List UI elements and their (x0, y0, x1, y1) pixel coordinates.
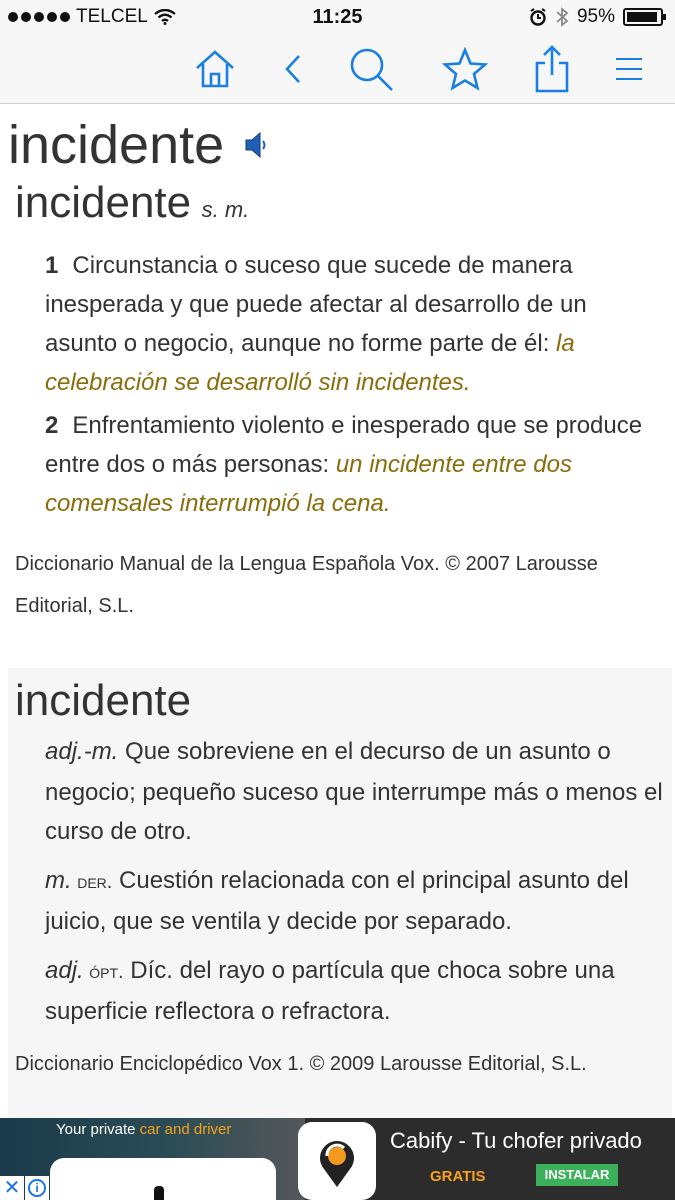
definition-category: m. (45, 867, 72, 894)
page-title (8, 114, 270, 176)
back-icon (281, 51, 305, 87)
entry-lemma: incidente (15, 676, 192, 725)
battery-icon (623, 8, 663, 26)
definition-number: 2 (45, 412, 59, 439)
definition-text: Enfrentamiento violento e inesperado que se produce entre dos o más personas: (45, 412, 643, 478)
share-button[interactable] (527, 44, 577, 94)
definition-text: Cuestión relacionada con el principal asunto del juicio, que se ventila y decide por separado. (45, 867, 629, 935)
ad-banner[interactable] (0, 1118, 675, 1200)
search-icon (347, 45, 395, 93)
definition-item (45, 951, 673, 1031)
speaker-icon[interactable] (244, 130, 270, 160)
entry-source: Diccionario Manual de la Lengua Española Vox. © 2007 Larousse Editorial, S.L. (15, 553, 598, 617)
definition-example: la celebración se desarrolló sin incidentes. (45, 330, 575, 396)
definition-item (45, 246, 655, 402)
cabify-logo-icon (314, 1133, 360, 1189)
ad-tagline-prefix: Your private (56, 1121, 140, 1138)
ad-price: GRATIS (430, 1168, 486, 1185)
alarm-icon (529, 8, 547, 26)
menu-icon (614, 56, 644, 82)
home-icon (193, 48, 237, 90)
definition-list (45, 732, 673, 1031)
battery-percent: 95% (576, 6, 615, 27)
app-logo[interactable] (298, 1122, 376, 1200)
menu-button[interactable] (604, 44, 654, 94)
headword: incidente (8, 115, 225, 175)
ad-tagline (56, 1121, 231, 1138)
status-bar (0, 0, 675, 36)
ad-close-button[interactable]: ✕ (0, 1176, 24, 1200)
status-time: 11:25 (312, 6, 363, 28)
star-icon (442, 47, 488, 91)
definition-field: der. (71, 871, 113, 893)
entry-manual (15, 178, 665, 627)
entry-lemma: incidente (15, 178, 192, 227)
definition-category: adj. (45, 957, 84, 984)
toolbar (0, 36, 675, 104)
ad-title: Cabify - Tu chofer privado (390, 1128, 642, 1153)
definition-item (45, 406, 655, 523)
entry-header (15, 178, 665, 228)
entry-encyclopedic (8, 668, 672, 1118)
ad-phone-graphic (50, 1158, 276, 1200)
definition-item (45, 861, 673, 941)
home-button[interactable] (190, 44, 240, 94)
definition-text: Circunstancia o suceso que sucede de manera inesperada y que puede afectar al desarrollo de un asunto o negocio, aunque no forme parte de él: (45, 252, 587, 357)
dictionary-content (0, 104, 675, 1118)
bluetooth-icon (555, 7, 569, 27)
definition-list (45, 246, 655, 523)
definition-field: ópt. (83, 961, 124, 983)
favorite-button[interactable] (440, 44, 490, 94)
status-right (529, 6, 663, 28)
top-bar (0, 0, 675, 104)
ad-tagline-highlight: car and driver (139, 1121, 232, 1138)
ad-info-button[interactable] (25, 1176, 49, 1200)
carrier-label: TELCEL (76, 6, 148, 27)
back-button[interactable] (268, 44, 318, 94)
definition-category: adj.-m. (45, 738, 119, 765)
battery-fill (627, 12, 657, 22)
install-button[interactable]: INSTALAR (536, 1164, 618, 1186)
share-icon (533, 45, 571, 93)
search-button[interactable] (346, 44, 396, 94)
entry-source: Diccionario Enciclopédico Vox 1. © 2009 Larousse Editorial, S.L. (15, 1053, 587, 1075)
definition-text: Díc. del rayo o partícula que choca sobre una superficie reflectora o refractora. (45, 957, 615, 1025)
info-icon: i (28, 1179, 46, 1197)
ad-info-panel[interactable] (378, 1118, 675, 1200)
definition-item (45, 732, 673, 851)
definition-text: Que sobreviene en el decurso de un asunto o negocio; pequeño suceso que interrumpe más o menos el curso de otro. (45, 738, 663, 845)
entry-pos: s. m. (201, 197, 250, 222)
definition-number: 1 (45, 252, 59, 279)
definition-example: un incidente entre dos comensales interrumpió la cena. (45, 451, 572, 517)
